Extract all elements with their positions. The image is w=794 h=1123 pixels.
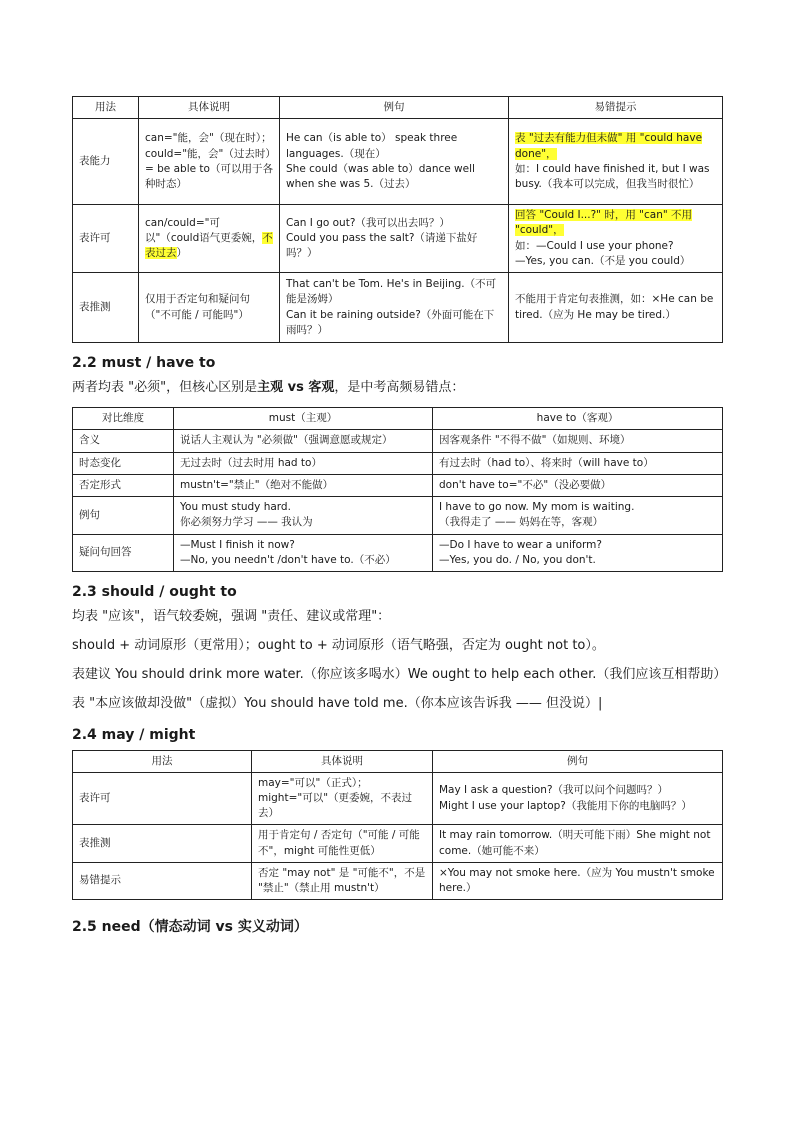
example-cell: ×You may not smoke here.（应为 You mustn't smoke here.） bbox=[433, 862, 723, 899]
usage-cell: 表能力 bbox=[73, 119, 139, 205]
usage-cell: 表推测 bbox=[73, 273, 139, 343]
have-to-cell: I have to go now. My mom is waiting. （我得走了 —— 妈妈在等，客观） bbox=[433, 497, 723, 534]
table-row bbox=[73, 534, 723, 571]
header-cell: 易错提示 bbox=[509, 97, 723, 119]
must-cell: —Must I finish it now? —No, you needn't /don't have to.（不必） bbox=[174, 534, 433, 571]
explain-cell: 用于肯定句 / 否定句（"可能 / 可能不"，might 可能性更低） bbox=[252, 825, 433, 862]
must-cell: 说话人主观认为 "必须做"（强调意愿或规定） bbox=[174, 430, 433, 452]
must-cell: 无过去时（过去时用 had to） bbox=[174, 452, 433, 474]
example-cell: That can't be Tom. He's in Beijing.（不可能是汤姆） Can it be raining outside?（外面可能在下雨吗？） bbox=[280, 273, 509, 343]
must-have-to-table bbox=[72, 407, 723, 572]
table-row bbox=[73, 862, 723, 899]
section-intro: 两者均表 "必须"，但核心区别是主观 vs 客观，是中考高频易错点： bbox=[72, 380, 465, 396]
tip-cell: 不能用于肯定句表推测，如：×He can be tired.（应为 He may be tired.） bbox=[509, 273, 723, 343]
table-row bbox=[73, 772, 723, 825]
document-page bbox=[72, 96, 727, 943]
table-header-row bbox=[73, 408, 723, 430]
explain-cell: can/could="可以"（could语气更委婉，不表过去） bbox=[139, 205, 280, 273]
header-cell: 具体说明 bbox=[252, 750, 433, 772]
may-might-table bbox=[72, 750, 723, 901]
usage-cell: 表许可 bbox=[73, 205, 139, 273]
usage-cell: 易错提示 bbox=[73, 862, 252, 899]
table-row bbox=[73, 119, 723, 205]
example-cell: May I ask a question?（我可以问个问题吗？） Might I use your laptop?（我能用下你的电脑吗？） bbox=[433, 772, 723, 825]
section-heading: 2.5 need（情态动词 vs 实义动词） bbox=[72, 919, 308, 936]
must-cell: mustn't="禁止"（绝对不能做） bbox=[174, 474, 433, 496]
highlighted-text: 不表过去 bbox=[145, 232, 273, 260]
table-row bbox=[73, 825, 723, 862]
table-row bbox=[73, 205, 723, 273]
dimension-cell: 例句 bbox=[73, 497, 174, 534]
table-row bbox=[73, 430, 723, 452]
highlighted-tip: 回答 "Could I...?" 时，用 "can" 不用 "could"， bbox=[515, 209, 693, 237]
header-cell: 具体说明 bbox=[139, 97, 280, 119]
table-header-row bbox=[73, 750, 723, 772]
example-cell: Can I go out?（我可以出去吗？） Could you pass the salt?（请递下盐好吗？） bbox=[280, 205, 509, 273]
can-could-table bbox=[72, 96, 723, 343]
section-heading: 2.4 may / might bbox=[72, 726, 196, 743]
header-cell: 用法 bbox=[73, 750, 252, 772]
paragraph: should + 动词原形（更常用）；ought to + 动词原形（语气略强，否定为 ought not to）。 bbox=[72, 638, 605, 654]
header-cell: 对比维度 bbox=[73, 408, 174, 430]
table-row bbox=[73, 497, 723, 534]
dimension-cell: 时态变化 bbox=[73, 452, 174, 474]
header-cell: 用法 bbox=[73, 97, 139, 119]
example-cell: It may rain tomorrow.（明天可能下雨）She might not come.（她可能不来） bbox=[433, 825, 723, 862]
explain-cell: 仅用于否定句和疑问句（"不可能 / 可能吗"） bbox=[139, 273, 280, 343]
paragraph: 表 "本应该做却没做"（虚拟）You should have told me.（你本应该告诉我 —— 但没说）| bbox=[72, 696, 603, 712]
usage-cell: 表推测 bbox=[73, 825, 252, 862]
example-cell: He can（is able to） speak three languages.（现在） She could（was able to）dance well when she was 5.（过去） bbox=[280, 119, 509, 205]
have-to-cell: 有过去时（had to）、将来时（will have to） bbox=[433, 452, 723, 474]
dimension-cell: 疑问句回答 bbox=[73, 534, 174, 571]
have-to-cell: don't have to="不必"（没必要做） bbox=[433, 474, 723, 496]
header-cell: have to（客观） bbox=[433, 408, 723, 430]
highlighted-tip: 表 "过去有能力但未做" 用 "could have done"， bbox=[515, 132, 703, 160]
section-heading: 2.3 should / ought to bbox=[72, 583, 237, 600]
tip-cell: 回答 "Could I...?" 时，用 "can" 不用 "could"， 如：—Could I use your phone? —Yes, you can.（不是 you could） bbox=[509, 205, 723, 273]
paragraph: 表建议 You should drink more water.（你应该多喝水）We ought to help each other.（我们应该互相帮助） bbox=[72, 667, 727, 683]
must-cell: You must study hard. 你必须努力学习 —— 我认为 bbox=[174, 497, 433, 534]
explain-cell: 否定 "may not" 是 "可能不"，不是 "禁止"（禁止用 mustn't） bbox=[252, 862, 433, 899]
table-header-row bbox=[73, 97, 723, 119]
table-row bbox=[73, 474, 723, 496]
tip-cell: 表 "过去有能力但未做" 用 "could have done"， 如：I could have finished it, but I was busy.（我本可以完成，但我当时很忙） bbox=[509, 119, 723, 205]
have-to-cell: 因客观条件 "不得不做"（如规则、环境） bbox=[433, 430, 723, 452]
dimension-cell: 含义 bbox=[73, 430, 174, 452]
dimension-cell: 否定形式 bbox=[73, 474, 174, 496]
explain-cell: can="能，会"（现在时）；could="能，会"（过去时） = be able to（可以用于各种时态） bbox=[139, 119, 280, 205]
header-cell: 例句 bbox=[280, 97, 509, 119]
have-to-cell: —Do I have to wear a uniform? —Yes, you do. / No, you don't. bbox=[433, 534, 723, 571]
paragraph: 均表 "应该"，语气较委婉，强调 "责任、建议或常理"： bbox=[72, 608, 391, 624]
table-row bbox=[73, 273, 723, 343]
explain-cell: may="可以"（正式）； might="可以"（更委婉，不表过去） bbox=[252, 772, 433, 825]
section-heading: 2.2 must / have to bbox=[72, 355, 216, 372]
header-cell: must（主观） bbox=[174, 408, 433, 430]
header-cell: 例句 bbox=[433, 750, 723, 772]
table-row bbox=[73, 452, 723, 474]
usage-cell: 表许可 bbox=[73, 772, 252, 825]
